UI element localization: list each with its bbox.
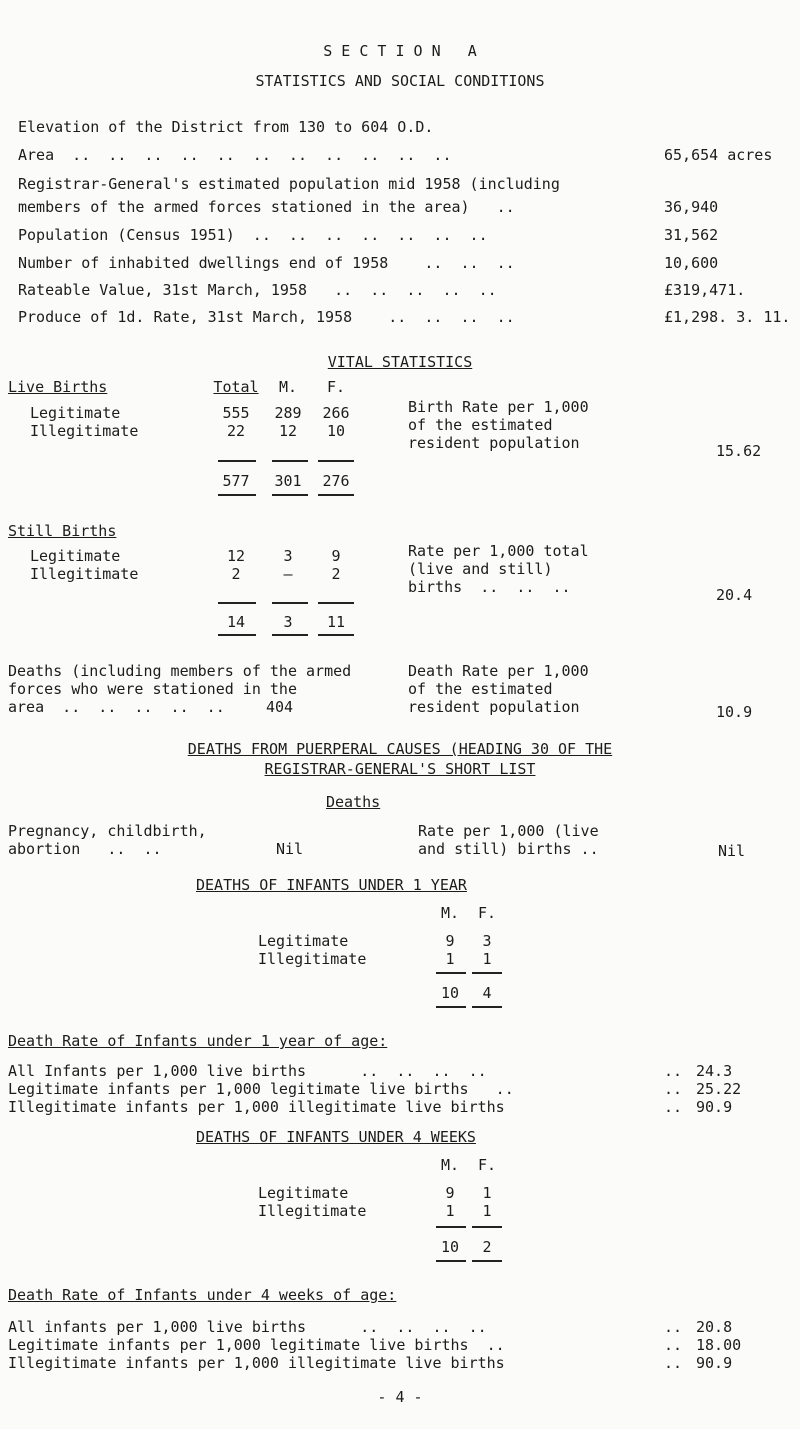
infants-4wk-sum-m: 10	[440, 1238, 460, 1256]
rateable-value: £319,471.	[664, 281, 746, 299]
divider	[218, 634, 256, 636]
live-illegit-f: 10	[326, 422, 346, 440]
infants-4wk-rate-label: Illegitimate infants per 1,000 illegitimate live births	[8, 1354, 505, 1372]
divider	[436, 1260, 466, 1262]
infants-1yr-rate-dots: ..	[664, 1080, 683, 1098]
deaths-label-2: forces who were stationed in the	[8, 680, 297, 698]
death-rate-text-2: of the estimated	[408, 680, 553, 698]
divider	[218, 602, 256, 604]
divider	[272, 634, 308, 636]
rateable-value-label: Rateable Value, 31st March, 1958 .. .. .. .. ..	[18, 281, 497, 299]
still-sum-f: 11	[326, 613, 346, 631]
divider	[318, 634, 354, 636]
still-births-heading: Still Births	[8, 522, 117, 540]
divider	[218, 494, 256, 496]
vital-statistics-heading: VITAL STATISTICS	[327, 353, 473, 371]
infants-1yr-rate-label: Legitimate infants per 1,000 legitimate live births ..	[8, 1080, 514, 1098]
area-label: Area .. .. .. .. .. .. .. .. .. .. ..	[18, 146, 452, 164]
deaths-count: 404	[266, 698, 294, 716]
infants-4wk-col-f: F.	[477, 1156, 497, 1174]
divider	[472, 972, 502, 974]
puerperal-label-1: Pregnancy, childbirth,	[8, 822, 207, 840]
area-value: 65,654 acres	[664, 146, 773, 164]
divider	[472, 1260, 502, 1262]
infants-1yr-rate-heading: Death Rate of Infants under 1 year of age:	[8, 1032, 388, 1050]
col-f-header: F.	[326, 378, 346, 396]
puerperal-heading-1: DEATHS FROM PUERPERAL CAUSES (HEADING 30 OF THE	[187, 740, 613, 758]
divider	[318, 602, 354, 604]
page-number: - 4 -	[377, 1388, 423, 1406]
still-rate-text-3: births .. .. ..	[408, 578, 571, 596]
still-sum-m: 3	[283, 613, 293, 631]
live-sum-f: 276	[322, 472, 350, 490]
census-value: 31,562	[664, 226, 719, 244]
still-legit-label: Legitimate	[30, 547, 121, 565]
census-label: Population (Census 1951) .. .. .. .. .. .. ..	[18, 226, 488, 244]
live-illegit-label: Illegitimate	[30, 422, 139, 440]
live-sum-total: 577	[222, 472, 250, 490]
infants-1yr-rate-value: 25.22	[696, 1080, 742, 1098]
live-legit-label: Legitimate	[30, 404, 121, 422]
live-legit-m: 289	[274, 404, 302, 422]
infants-4wk-rate-value: 90.9	[696, 1354, 733, 1372]
death-rate-value: 10.9	[716, 703, 753, 721]
death-rate-text-1: Death Rate per 1,000	[408, 662, 589, 680]
produce-rate-value: £1,298. 3. 11.	[664, 308, 791, 326]
infants-4wk-rate-value: 18.00	[696, 1336, 742, 1354]
death-rate-text-3: resident population	[408, 698, 580, 716]
divider	[318, 494, 354, 496]
infants-4wk-rate-label: Legitimate infants per 1,000 legitimate live births ..	[8, 1336, 505, 1354]
infants-1yr-legit-m: 9	[445, 932, 455, 950]
infants-1yr-col-f: F.	[477, 904, 497, 922]
infants-4wk-rate-dots: ..	[664, 1336, 683, 1354]
infants-4wk-legit-f: 1	[482, 1184, 492, 1202]
infants-1yr-sum-f: 4	[482, 984, 492, 1002]
population-estimate-label-2: members of the armed forces stationed in the area) ..	[18, 198, 515, 216]
puerperal-rate-text-2: and still) births ..	[418, 840, 599, 858]
divider	[218, 460, 256, 462]
infants-1yr-rate-dots: ..	[664, 1098, 683, 1116]
infants-1yr-legit-label: Legitimate	[258, 932, 349, 950]
infants-1yr-rate-value: 24.3	[696, 1062, 733, 1080]
live-illegit-m: 12	[278, 422, 298, 440]
infants-1yr-illegit-m: 1	[445, 950, 455, 968]
divider	[472, 1226, 502, 1228]
live-births-heading: Live Births	[8, 378, 108, 396]
still-sum-total: 14	[226, 613, 246, 631]
divider	[272, 460, 308, 462]
infants-4wk-rate-dots: ..	[664, 1354, 683, 1372]
divider	[472, 1006, 502, 1008]
birth-rate-text-1: Birth Rate per 1,000	[408, 398, 589, 416]
still-rate-text-2: (live and still)	[408, 560, 553, 578]
puerperal-rate-text-1: Rate per 1,000 (live	[418, 822, 599, 840]
live-legit-total: 555	[222, 404, 250, 422]
infants-1yr-illegit-label: Illegitimate	[258, 950, 367, 968]
infants-1yr-sum-m: 10	[440, 984, 460, 1002]
deaths-label-1: Deaths (including members of the armed	[8, 662, 352, 680]
infants-4wk-rate-value: 20.8	[696, 1318, 733, 1336]
live-legit-f: 266	[322, 404, 350, 422]
divider	[436, 972, 466, 974]
birth-rate-text-2: of the estimated	[408, 416, 553, 434]
infants-1yr-rate-label: Illegitimate infants per 1,000 illegitimate live births	[8, 1098, 505, 1116]
still-rate-value: 20.4	[716, 586, 753, 604]
infants-4wk-rate-label: All infants per 1,000 live births .. .. .. ..	[8, 1318, 487, 1336]
infants-4wk-illegit-f: 1	[482, 1202, 492, 1220]
infants-4wk-rate-dots: ..	[664, 1318, 683, 1336]
infants-4wk-illegit-label: Illegitimate	[258, 1202, 367, 1220]
population-estimate-value: 36,940	[664, 198, 719, 216]
infants-4wk-illegit-m: 1	[445, 1202, 455, 1220]
infants-1yr-rate-dots: ..	[664, 1062, 683, 1080]
puerperal-deaths-col: Deaths	[326, 793, 381, 811]
infants-4wk-heading: DEATHS OF INFANTS UNDER 4 WEEKS	[196, 1128, 476, 1146]
dwellings-value: 10,600	[664, 254, 719, 272]
col-m-header: M.	[278, 378, 298, 396]
infants-1yr-col-m: M.	[440, 904, 460, 922]
still-legit-total: 12	[226, 547, 246, 565]
infants-4wk-legit-m: 9	[445, 1184, 455, 1202]
still-illegit-total: 2	[231, 565, 241, 583]
still-illegit-f: 2	[331, 565, 341, 583]
puerperal-rate-value: Nil	[718, 842, 746, 860]
page-title: STATISTICS AND SOCIAL CONDITIONS	[255, 72, 545, 90]
still-legit-m: 3	[283, 547, 293, 565]
divider	[436, 1006, 466, 1008]
puerperal-heading-2: REGISTRAR-GENERAL'S SHORT LIST	[264, 760, 536, 778]
puerperal-label-2: abortion .. ..	[8, 840, 162, 858]
divider	[272, 494, 308, 496]
birth-rate-value: 15.62	[716, 442, 762, 460]
birth-rate-text-3: resident population	[408, 434, 580, 452]
still-illegit-label: Illegitimate	[30, 565, 139, 583]
infants-1yr-legit-f: 3	[482, 932, 492, 950]
live-sum-m: 301	[274, 472, 302, 490]
live-illegit-total: 22	[226, 422, 246, 440]
produce-rate-label: Produce of 1d. Rate, 31st March, 1958 .. .. .. ..	[18, 308, 515, 326]
deaths-label-3: area .. .. .. .. ..	[8, 698, 225, 716]
dwellings-label: Number of inhabited dwellings end of 1958 .. .. ..	[18, 254, 515, 272]
infants-1yr-heading: DEATHS OF INFANTS UNDER 1 YEAR	[196, 876, 467, 894]
divider	[318, 460, 354, 462]
infants-1yr-rate-value: 90.9	[696, 1098, 733, 1116]
still-illegit-m: –	[283, 565, 293, 583]
col-total-header: Total	[213, 378, 259, 396]
infants-4wk-sum-f: 2	[482, 1238, 492, 1256]
elevation-text: Elevation of the District from 130 to 604 O.D.	[18, 118, 434, 136]
infants-4wk-legit-label: Legitimate	[258, 1184, 349, 1202]
infants-1yr-illegit-f: 1	[482, 950, 492, 968]
divider	[436, 1226, 466, 1228]
section-heading: S E C T I O N A	[323, 42, 477, 60]
infants-4wk-col-m: M.	[440, 1156, 460, 1174]
still-rate-text-1: Rate per 1,000 total	[408, 542, 589, 560]
population-estimate-label: Registrar-General's estimated population mid 1958 (including	[18, 175, 560, 193]
still-legit-f: 9	[331, 547, 341, 565]
puerperal-deaths-value: Nil	[276, 840, 304, 858]
infants-1yr-rate-label: All Infants per 1,000 live births .. .. .. ..	[8, 1062, 487, 1080]
infants-4wk-rate-heading: Death Rate of Infants under 4 weeks of age:	[8, 1286, 397, 1304]
divider	[272, 602, 308, 604]
